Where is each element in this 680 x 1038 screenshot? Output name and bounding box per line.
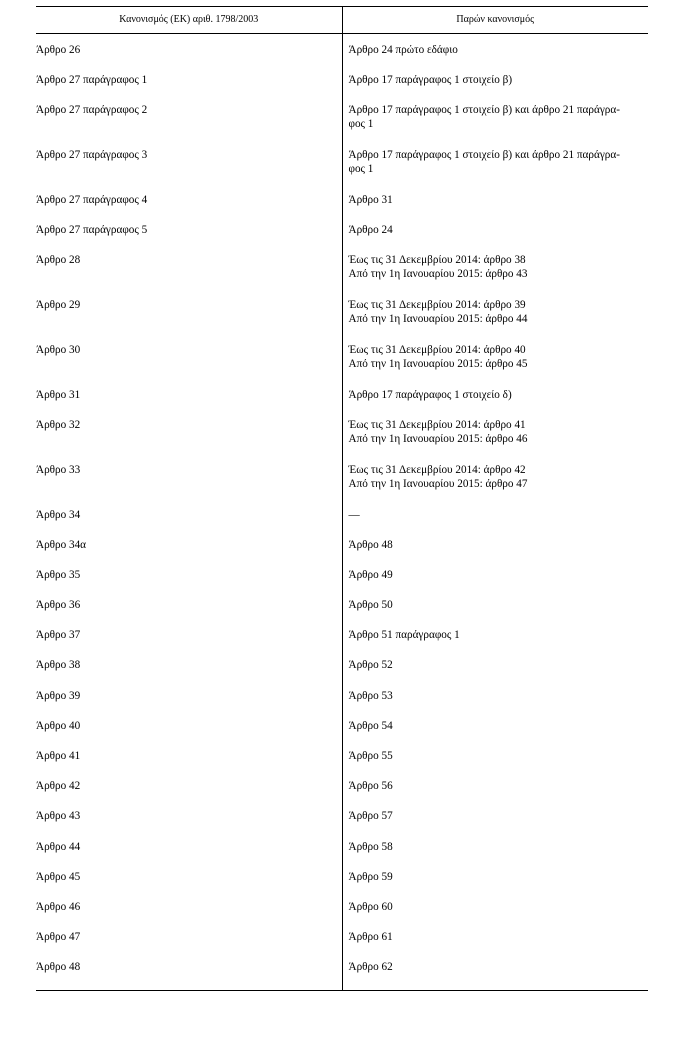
new-article-cell	[342, 148, 648, 193]
table-row	[36, 193, 648, 223]
new-article-cell	[342, 840, 648, 870]
new-article-line: Άρθρο 24	[348, 224, 393, 237]
new-article-line: Άρθρο 17 παράγραφος 1 στοιχείο β)	[348, 74, 513, 87]
table-row	[36, 870, 648, 900]
new-article-cell	[342, 870, 648, 900]
new-article-cell	[342, 900, 648, 930]
new-article-line: Από την 1η Ιανουαρίου 2015: άρθρο 45	[348, 357, 528, 370]
new-article-cell	[342, 343, 648, 388]
old-article-cell: Άρθρο 27 παράγραφος 5	[36, 224, 148, 237]
new-article-line: Άρθρο 62	[348, 961, 393, 974]
old-article-cell: Άρθρο 36	[36, 599, 81, 612]
new-article-cell	[342, 103, 648, 148]
table-row	[36, 538, 648, 568]
old-article-cell: Άρθρο 27 παράγραφος 1	[36, 74, 148, 87]
new-article-line: Από την 1η Ιανουαρίου 2015: άρθρο 44	[348, 313, 528, 326]
new-article-cell	[342, 193, 648, 223]
table-row	[36, 103, 648, 148]
table-row	[36, 930, 648, 960]
new-article-cell	[342, 223, 648, 253]
new-article-cell	[342, 960, 648, 991]
old-article-cell: Άρθρο 46	[36, 900, 81, 913]
table-row	[36, 418, 648, 463]
table-row	[36, 840, 648, 870]
new-article-cell	[342, 253, 648, 298]
table-row	[36, 900, 648, 930]
correlation-table	[36, 6, 648, 991]
new-article-line: Άρθρο 58	[348, 840, 393, 853]
new-article-line: Άρθρο 51 παράγραφος 1	[348, 629, 460, 642]
new-article-cell	[342, 34, 648, 74]
new-article-cell	[342, 930, 648, 960]
old-article-cell: Άρθρο 27 παράγραφος 3	[36, 149, 148, 162]
new-article-line: Άρθρο 31	[348, 193, 393, 206]
table-row	[36, 343, 648, 388]
old-article-cell: Άρθρο 27 παράγραφος 4	[36, 193, 148, 206]
table-body	[36, 34, 648, 991]
column-header-old-regulation: Κανονισμός (ΕΚ) αριθ. 1798/2003	[36, 7, 342, 34]
old-article-cell: Άρθρο 27 παράγραφος 2	[36, 104, 148, 117]
table-row	[36, 628, 648, 658]
new-article-line: Άρθρο 17 παράγραφος 1 στοιχείο β) και άρθρο 21 παράγρα-	[348, 149, 620, 162]
table-row	[36, 779, 648, 809]
old-article-cell: Άρθρο 45	[36, 870, 81, 883]
old-article-cell: Άρθρο 30	[36, 343, 81, 356]
old-article-cell: Άρθρο 29	[36, 299, 81, 312]
new-article-line: Άρθρο 60	[348, 900, 393, 913]
old-article-cell: Άρθρο 31	[36, 388, 81, 401]
table-row	[36, 34, 648, 74]
table-row	[36, 73, 648, 103]
new-article-line: Έως τις 31 Δεκεμβρίου 2014: άρθρο 42	[348, 463, 526, 476]
table-row	[36, 388, 648, 418]
new-article-cell	[342, 298, 648, 343]
table-row	[36, 463, 648, 508]
new-article-line: Άρθρο 52	[348, 659, 393, 672]
table-row	[36, 148, 648, 193]
new-article-line: Έως τις 31 Δεκεμβρίου 2014: άρθρο 41	[348, 418, 526, 431]
old-article-cell: Άρθρο 43	[36, 810, 81, 823]
new-article-line: Άρθρο 49	[348, 568, 393, 581]
table-row	[36, 508, 648, 538]
old-article-cell: Άρθρο 26	[36, 44, 81, 56]
old-article-cell: Άρθρο 34	[36, 508, 81, 521]
old-article-cell: Άρθρο 33	[36, 463, 81, 476]
table-row	[36, 809, 648, 839]
old-article-cell: Άρθρο 39	[36, 689, 81, 702]
new-article-cell	[342, 689, 648, 719]
new-article-cell	[342, 749, 648, 779]
new-article-line: Άρθρο 50	[348, 599, 393, 612]
new-article-cell	[342, 568, 648, 598]
old-article-cell: Άρθρο 47	[36, 931, 81, 944]
column-header-this-regulation: Παρών κανονισμός	[342, 7, 648, 34]
table-row	[36, 960, 648, 991]
new-article-cell	[342, 73, 648, 103]
new-article-cell	[342, 508, 648, 538]
old-article-cell: Άρθρο 37	[36, 629, 81, 642]
old-article-cell: Άρθρο 40	[36, 719, 81, 732]
old-article-cell: Άρθρο 48	[36, 960, 342, 991]
old-article-cell: Άρθρο 35	[36, 568, 81, 581]
new-article-line: Άρθρο 17 παράγραφος 1 στοιχείο β) και άρθρο 21 παράγρα-	[348, 104, 620, 117]
new-article-line: —	[348, 508, 360, 521]
new-article-line: Άρθρο 57	[348, 810, 393, 823]
old-article-cell: Άρθρο 44	[36, 840, 81, 853]
old-article-cell: Άρθρο 28	[36, 254, 81, 267]
new-article-cell	[342, 658, 648, 688]
new-article-line: Από την 1η Ιανουαρίου 2015: άρθρο 46	[348, 432, 528, 445]
new-article-line: φος 1	[348, 163, 374, 176]
table-row	[36, 749, 648, 779]
old-article-cell: Άρθρο 32	[36, 418, 81, 431]
table-row	[36, 253, 648, 298]
new-article-line: Άρθρο 56	[348, 780, 393, 793]
table-header-row	[36, 7, 648, 34]
new-article-line: Άρθρο 48	[348, 538, 393, 551]
new-article-line: Άρθρο 24 πρώτο εδάφιο	[348, 44, 458, 56]
new-article-line: Άρθρο 59	[348, 870, 393, 883]
new-article-cell	[342, 463, 648, 508]
new-article-line: Άρθρο 61	[348, 931, 393, 944]
new-article-cell	[342, 628, 648, 658]
old-article-cell: Άρθρο 34α	[36, 538, 87, 551]
new-article-line: Έως τις 31 Δεκεμβρίου 2014: άρθρο 40	[348, 343, 526, 356]
new-article-cell	[342, 598, 648, 628]
new-article-cell	[342, 538, 648, 568]
old-article-cell: Άρθρο 42	[36, 780, 81, 793]
table-row	[36, 689, 648, 719]
new-article-cell	[342, 719, 648, 749]
new-article-line: Από την 1η Ιανουαρίου 2015: άρθρο 43	[348, 268, 528, 281]
new-article-line: Άρθρο 54	[348, 719, 393, 732]
table-row	[36, 568, 648, 598]
table-row	[36, 298, 648, 343]
new-article-line: Άρθρο 55	[348, 750, 393, 763]
new-article-line: Άρθρο 53	[348, 689, 393, 702]
new-article-cell	[342, 418, 648, 463]
new-article-line: Από την 1η Ιανουαρίου 2015: άρθρο 47	[348, 477, 528, 490]
new-article-line: Έως τις 31 Δεκεμβρίου 2014: άρθρο 38	[348, 254, 526, 267]
old-article-cell: Άρθρο 38	[36, 659, 81, 672]
new-article-cell	[342, 809, 648, 839]
new-article-cell	[342, 779, 648, 809]
table-row	[36, 223, 648, 253]
table-row	[36, 598, 648, 628]
table-row	[36, 658, 648, 688]
table-row	[36, 719, 648, 749]
new-article-line: Έως τις 31 Δεκεμβρίου 2014: άρθρο 39	[348, 299, 526, 312]
new-article-cell	[342, 388, 648, 418]
new-article-line: φος 1	[348, 118, 374, 131]
new-article-line: Άρθρο 17 παράγραφος 1 στοιχείο δ)	[348, 388, 512, 401]
old-article-cell: Άρθρο 41	[36, 750, 81, 763]
